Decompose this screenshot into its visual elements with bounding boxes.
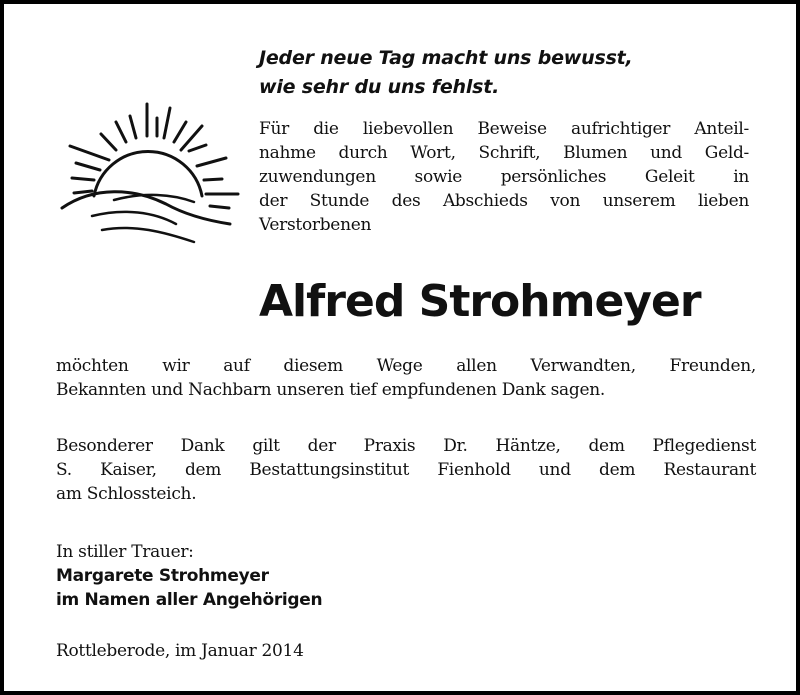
signatory-name: Margarete Strohmeyer [56, 566, 269, 586]
motto [259, 44, 739, 102]
special-thanks-line: Besonderer Dank gilt der Praxis Dr. Häntze, dem Pflegedienst [56, 436, 756, 456]
signatory-on-behalf: im Namen aller Angehörigen [56, 590, 323, 610]
motto-line-1: Jeder neue Tag macht uns bewusst, [259, 47, 633, 69]
special-thanks-line: am Schlossteich. [56, 484, 197, 504]
thanks-paragraph [56, 354, 756, 402]
intro-line: der Stunde des Abschieds von unserem lieben [259, 191, 749, 211]
intro-line: nahme durch Wort, Schrift, Blumen und Geld- [259, 143, 749, 163]
sunset-over-hills-icon [54, 96, 244, 251]
intro-line: Verstorbenen [259, 215, 372, 235]
intro-line: zuwendungen sowie persönliches Geleit in [259, 167, 749, 187]
signature-block [56, 540, 756, 612]
thanks-line: möchten wir auf diesem Wege allen Verwandten, Freunden, [56, 356, 756, 376]
thanks-line: Bekannten und Nachbarn unseren tief empfundenen Dank sagen. [56, 380, 605, 400]
motto-line-2: wie sehr du uns fehlst. [259, 76, 500, 98]
special-thanks-line: S. Kaiser, dem Bestattungsinstitut Fienhold und dem Restaurant [56, 460, 756, 480]
intro-line: Für die liebevollen Beweise aufrichtiger Anteil- [259, 119, 749, 139]
special-thanks-paragraph [56, 434, 756, 506]
intro-text [259, 117, 749, 237]
deceased-name: Alfred Strohmeyer [259, 276, 701, 327]
mourning-line: In stiller Trauer: [56, 542, 194, 562]
place-date: Rottleberode, im Januar 2014 [56, 641, 304, 661]
